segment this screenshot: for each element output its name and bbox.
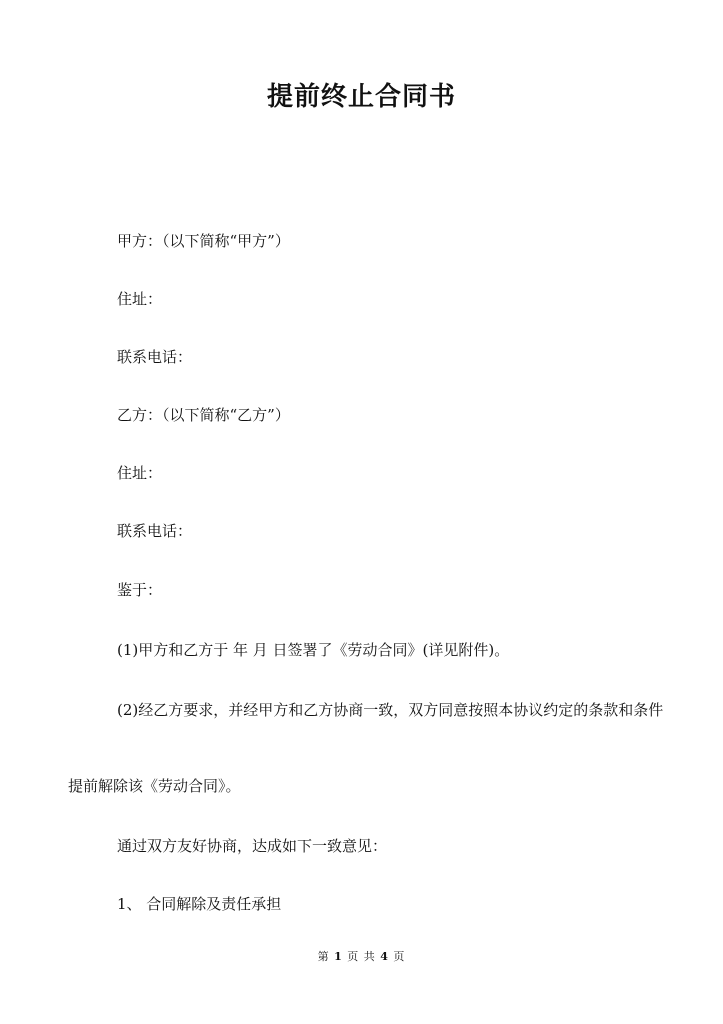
whereas-heading: 鉴于： (117, 581, 163, 599)
agreement-intro: 通过双方友好协商，达成如下一致意见： (117, 837, 388, 855)
whereas-item-2: (2)经乙方要求，并经甲方和乙方协商一致，双方同意按照本协议约定的条款和条件 (117, 701, 664, 719)
footer-prefix: 第 (317, 950, 330, 963)
whereas-item-2-continued: 提前解除该《劳动合同》。 (68, 777, 241, 795)
total-page-count: 4 (380, 950, 389, 963)
party-a-phone: 联系电话： (117, 348, 193, 366)
party-b-line: 乙方：（以下简称“乙方”） (117, 406, 290, 424)
whereas-item-1: (1)甲方和乙方于 年 月 日签署了《劳动合同》(详见附件)。 (117, 641, 510, 659)
section-1-heading: 1、 合同解除及责任承担 (117, 895, 282, 913)
page-footer (0, 948, 723, 964)
document-title: 提前终止合同书 (266, 82, 456, 112)
party-a-line: 甲方：（以下简称“甲方”） (117, 232, 290, 250)
party-b-phone: 联系电话： (117, 522, 193, 540)
footer-middle: 页 共 (347, 950, 376, 963)
footer-suffix: 页 (393, 950, 406, 963)
party-b-address: 住址： (117, 464, 163, 482)
current-page-number: 1 (334, 950, 343, 963)
party-a-address: 住址： (117, 290, 163, 308)
